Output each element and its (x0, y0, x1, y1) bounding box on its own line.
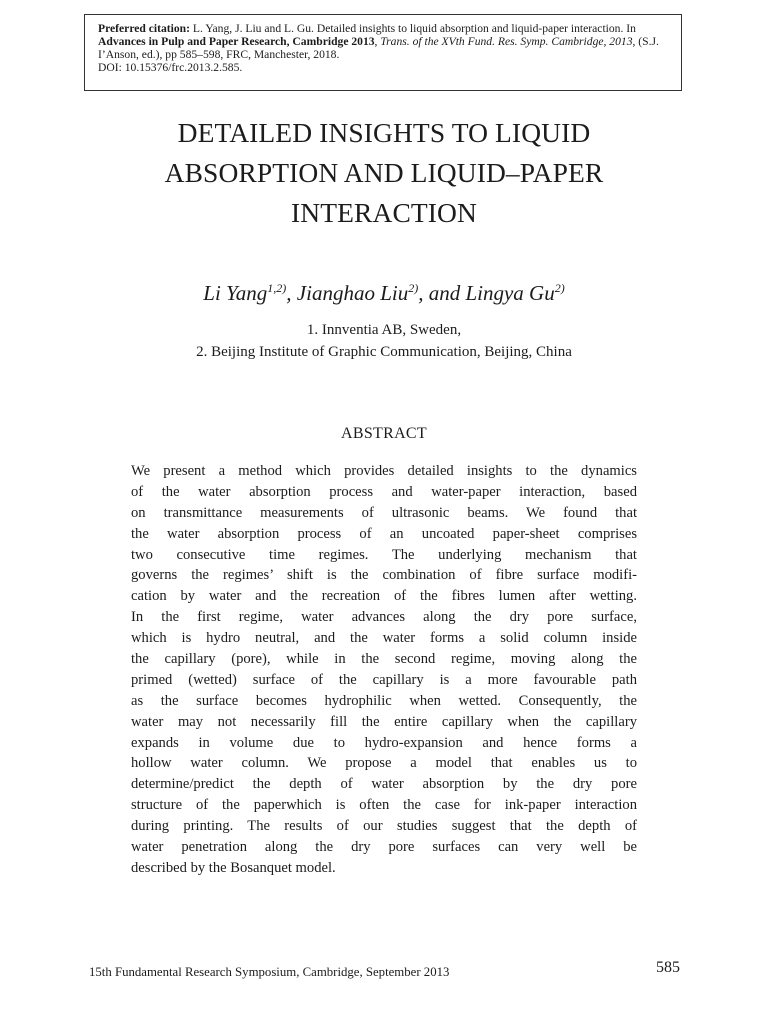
abstract-heading: ABSTRACT (341, 425, 427, 442)
abstract-line: water penetration along the dry pore surfaces can very well be (131, 839, 637, 856)
citation-publisher: , (S.J. I’Anson, ed.), pp 585–598, FRC, Manchester, 2018. (98, 35, 659, 61)
author-separator: , (286, 281, 297, 305)
abstract-line: determine/predict the depth of water absorption by the dry pore (131, 776, 637, 793)
abstract-line: which is hydro neutral, and the water forms a solid column inside (131, 630, 637, 647)
abstract-line: governs the regimes’ shift is the combination of fibre surface modifi- (131, 567, 637, 584)
abstract-line: cation by water and the recreation of the fibres lumen after wetting. (131, 588, 637, 605)
citation-box (84, 14, 682, 91)
abstract-line: as the surface becomes hydrophilic when wetted. Consequently, the (131, 692, 637, 709)
abstract-line: of the water absorption process and water-paper interaction, based (131, 483, 637, 500)
abstract-line: primed (wetted) surface of the capillary is a more favourable path (131, 671, 637, 688)
affiliation-1: 1. Innventia AB, Sweden, (306, 322, 462, 338)
abstract-line: expands in volume due to hydro-expansion and hence forms a (131, 734, 637, 751)
abstract-line: In the first regime, water advances along the dry pore surface, (131, 609, 637, 626)
abstract-line: during printing. The results of our studies suggest that the depth of (131, 818, 637, 835)
abstract-body (131, 461, 637, 879)
citation-doi: DOI: 10.15376/frc.2013.2.585. (98, 61, 243, 74)
citation-comma: , (374, 35, 381, 48)
citation-proceedings: Advances in Pulp and Paper Research, Cambridge 2013 (98, 35, 375, 48)
abstract-line: described by the Bosanquet model. (131, 859, 336, 876)
author-separator: , and (418, 281, 466, 305)
author-list (0, 279, 768, 307)
affiliation-2: 2. Beijing Institute of Graphic Communication, Beijing, China (196, 344, 572, 360)
abstract-line: hollow water column. We propose a model that enables us to (131, 755, 637, 772)
abstract-line: on transmittance measurements of ultrasonic beams. We found that (131, 504, 637, 521)
abstract-line: structure of the paperwhich is often the case for ink-paper interaction (131, 797, 637, 814)
paper-title (0, 113, 768, 233)
title-line: ABSORPTION AND LIQUID–PAPER (164, 157, 604, 188)
footer-symposium: 15th Fundamental Research Symposium, Cambridge, September 2013 (89, 965, 450, 979)
page-number: 585 (656, 959, 680, 976)
citation-transactions: Trans. of the XVth Fund. Res. Symp. Cambridge, 2013 (380, 35, 633, 48)
author-affiliation-marker: 2) (554, 281, 565, 295)
abstract-line: the water absorption process of an uncoated paper-sheet comprises (131, 525, 637, 542)
author-name: Li Yang (203, 281, 268, 305)
citation-label: Preferred citation: (98, 22, 190, 35)
title-line: DETAILED INSIGHTS TO LIQUID (177, 117, 591, 148)
author-name: Lingya Gu (465, 281, 555, 305)
abstract-line: the capillary (pore), while in the second regime, moving along the (131, 651, 637, 668)
author-affiliation-marker: 2) (408, 281, 419, 295)
author-name: Jianghao Liu (296, 281, 409, 305)
title-line: INTERACTION (291, 197, 477, 228)
citation-text: L. Yang, J. Liu and L. Gu. Detailed insights to liquid absorption and liquid-paper interaction. In (189, 22, 636, 35)
abstract-line: two consecutive time regimes. The underlying mechanism that (131, 546, 637, 563)
abstract-line: water may not necessarily fill the entire capillary when the capillary (131, 713, 637, 730)
author-affiliation-marker: 1,2) (267, 281, 287, 295)
abstract-line: We present a method which provides detailed insights to the dynamics (131, 463, 637, 479)
